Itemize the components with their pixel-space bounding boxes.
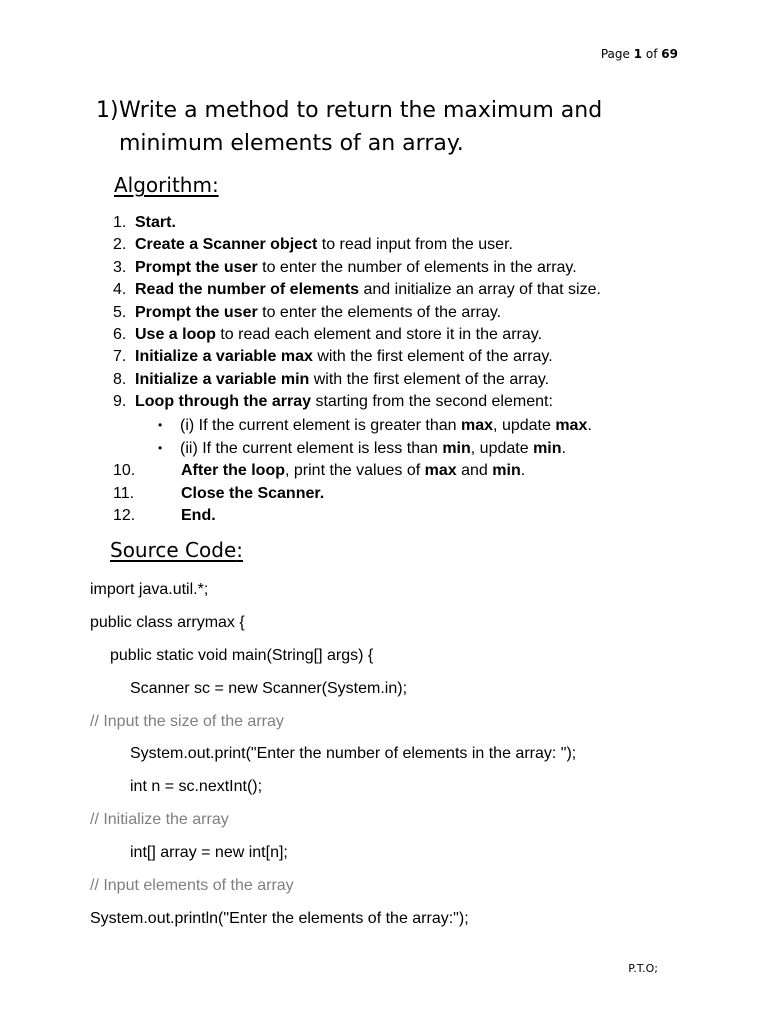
- substep-bold: max: [555, 416, 588, 434]
- step-bold: min: [492, 462, 521, 480]
- step-text: to read input from the user.: [317, 236, 513, 254]
- pto-note: P.T.O;: [628, 962, 658, 975]
- code-comment: // Initialize the array: [90, 811, 229, 829]
- page-label: Page: [600, 47, 634, 61]
- algorithm-step: [113, 234, 601, 256]
- code-line: System.out.println("Enter the elements of the array:");: [90, 909, 469, 927]
- algorithm-step: [113, 302, 601, 324]
- algorithm-step: [113, 505, 601, 527]
- code-line: int n = sc.nextInt();: [130, 778, 263, 796]
- algorithm-heading: [114, 173, 219, 197]
- step-bold: Close the Scanner.: [181, 484, 325, 502]
- code-comment: // Input the size of the array: [90, 712, 284, 730]
- substep-text: , update: [470, 440, 534, 458]
- code-line: Scanner sc = new Scanner(System.in);: [130, 679, 408, 697]
- algorithm-steps: [113, 212, 601, 528]
- step-bold: Initialize a variable min: [135, 370, 310, 388]
- step-number: 2.: [113, 236, 127, 254]
- question-text: Write a method to return the maximum and minimum elements of an array.: [119, 98, 603, 156]
- step-number: 6.: [113, 326, 127, 344]
- step-number: 8.: [113, 370, 127, 388]
- substep-text: (ii) If the current element is less than: [180, 440, 443, 458]
- step-text: and initialize an array of that size.: [359, 281, 601, 299]
- substep-bold: max: [461, 416, 494, 434]
- code-line: public class arrymax {: [90, 613, 245, 631]
- substep-bold: min: [533, 440, 562, 458]
- algorithm-step: [113, 257, 601, 279]
- step-text: with the first element of the array.: [312, 348, 553, 366]
- code-comment: // Input elements of the array: [90, 877, 294, 895]
- step-number: 7.: [113, 348, 127, 366]
- algorithm-step: [113, 346, 601, 368]
- step-bold: Start.: [135, 214, 176, 231]
- step-number: 5.: [113, 303, 127, 321]
- question-number: 1): [96, 98, 119, 123]
- step-text: and: [456, 462, 493, 480]
- step-bold: After the loop: [181, 462, 285, 480]
- step-number: 3.: [113, 258, 127, 276]
- step-bold: Initialize a variable max: [135, 348, 313, 366]
- step-number: 11.: [113, 484, 135, 502]
- substep-text: .: [561, 440, 566, 458]
- question: [96, 94, 696, 160]
- step-number: 1.: [113, 214, 127, 231]
- step-bold: End.: [181, 507, 216, 525]
- step-text: , print the values of: [285, 462, 425, 480]
- substep-text: , update: [493, 416, 556, 434]
- algorithm-step: [113, 460, 601, 482]
- source-code-heading: [110, 538, 243, 562]
- bullet-icon: •: [158, 417, 163, 432]
- algorithm-step: [113, 369, 601, 391]
- algorithm-substep: [113, 414, 601, 437]
- page-total: 69: [661, 47, 678, 61]
- code-line: public static void main(String[] args) {: [110, 646, 374, 664]
- page-current: 1: [633, 47, 643, 61]
- substep-text: .: [587, 416, 592, 434]
- algorithm-step: [113, 391, 601, 413]
- source-code: [90, 578, 576, 940]
- step-text: .: [520, 462, 526, 480]
- step-text: to read each element and store it in the array.: [215, 326, 543, 344]
- code-line: int[] array = new int[n];: [130, 844, 288, 862]
- step-bold: max: [424, 462, 457, 480]
- algorithm-step: [113, 212, 601, 234]
- step-number: 10.: [113, 462, 136, 480]
- step-number: 4.: [113, 281, 127, 299]
- algorithm-substep: [113, 437, 601, 460]
- step-number: 9.: [113, 393, 127, 411]
- code-line: import java.util.*;: [90, 581, 209, 598]
- step-number: 12.: [113, 507, 136, 525]
- step-text: with the first element of the array.: [309, 370, 550, 388]
- step-bold: Use a loop: [135, 326, 216, 344]
- source-code-heading-colon: :: [236, 538, 243, 562]
- source-code-heading-text: Source Code: [110, 538, 237, 562]
- step-text: to enter the elements of the array.: [257, 303, 502, 321]
- substep-text: (i) If the current element is greater than: [180, 416, 462, 434]
- algorithm-heading-text: Algorithm: [114, 173, 212, 197]
- step-text: to enter the number of elements in the array.: [257, 258, 577, 276]
- algorithm-step: [113, 483, 601, 505]
- bullet-icon: •: [158, 441, 163, 456]
- code-line: System.out.print("Enter the number of elements in the array: ");: [130, 745, 577, 763]
- step-text: starting from the second element:: [311, 393, 553, 411]
- substep-bold: min: [442, 440, 471, 458]
- step-bold: Prompt the user: [135, 303, 258, 321]
- algorithm-step: [113, 279, 601, 301]
- page-number: [601, 47, 678, 61]
- step-bold: Create a Scanner object: [135, 236, 318, 254]
- page-of: of: [642, 47, 662, 61]
- step-bold: Read the number of elements: [135, 281, 360, 299]
- algorithm-step: [113, 324, 601, 346]
- algorithm-heading-colon: :: [211, 173, 219, 197]
- step-bold: Prompt the user: [135, 258, 258, 276]
- step-bold: Loop through the array: [135, 393, 311, 411]
